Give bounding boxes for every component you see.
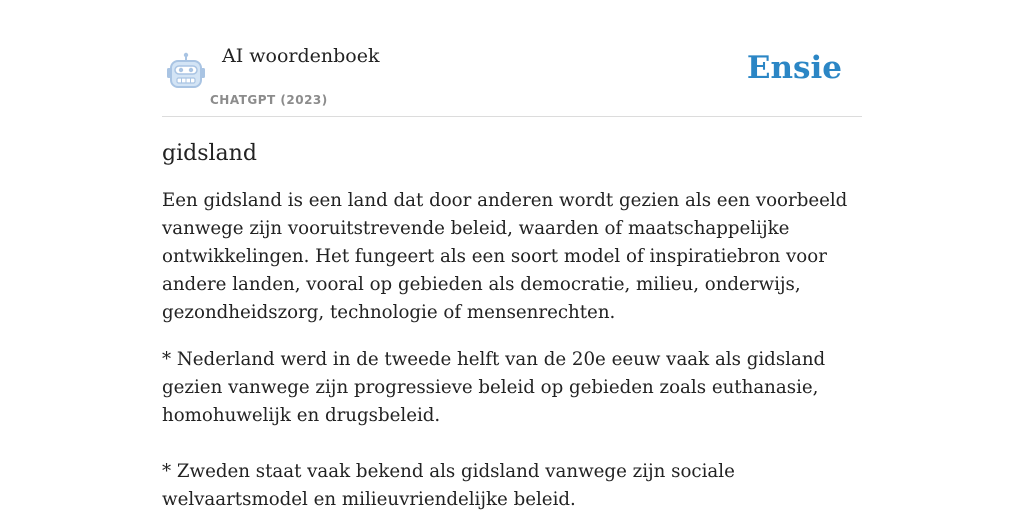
ensie-logo[interactable]: Ensie bbox=[746, 50, 842, 86]
entry-definition: Een gidsland is een land dat door anderen wordt gezien als een voorbeeld vanwege zijn vooruitstrevende beleid, waarden of maatschappelijke ontwikkelingen. Het fungeert als een soort model of inspiratiebron voor andere landen, vooral op gebieden als democratie, milieu, onderwijs, gezondheidszorg, technologie of mensenrechten. bbox=[162, 190, 848, 323]
source-title[interactable]: AI woordenboek bbox=[222, 45, 380, 67]
source-header bbox=[162, 36, 862, 117]
entry-example: * Nederland werd in de tweede helft van de 20e eeuw vaak als gidsland gezien vanwege zijn progressieve beleid op gebieden zoals euthanasie, homohuwelijk en drugsbeleid. bbox=[162, 349, 826, 426]
robot-icon bbox=[166, 52, 206, 90]
entry-term: gidsland bbox=[162, 141, 257, 166]
source-subtitle: CHATGPT (2023) bbox=[210, 93, 328, 107]
entry-content bbox=[162, 138, 862, 512]
entry-example: * Zweden staat vaak bekend als gidsland vanwege zijn sociale welvaartsmodel en milieuvriendelijke beleid. bbox=[162, 461, 735, 510]
